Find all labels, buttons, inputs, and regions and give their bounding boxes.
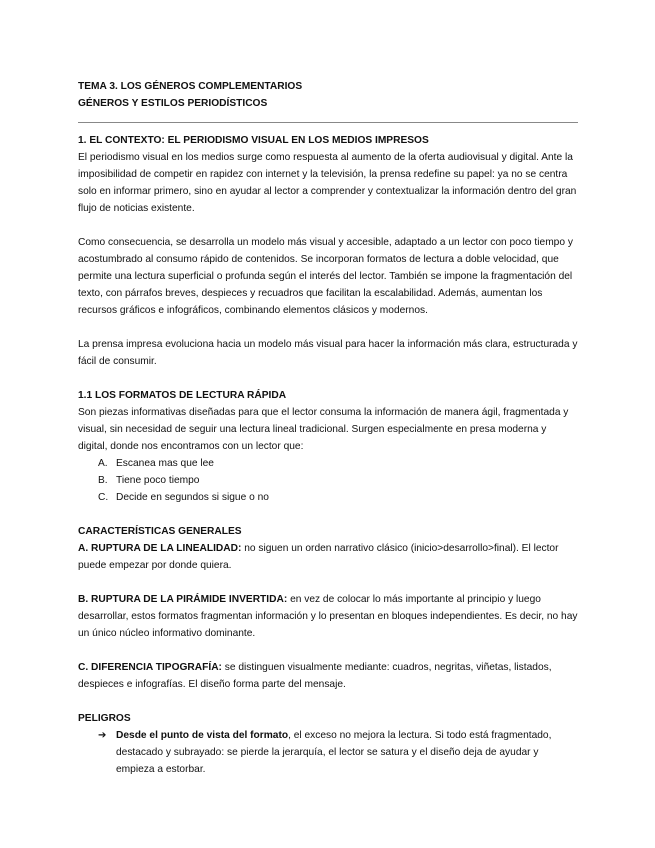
title-line-1: TEMA 3. LOS GÉNEROS COMPLEMENTARIOS: [78, 81, 303, 92]
dangers-heading: PELIGROS: [78, 713, 131, 724]
danger-item: [78, 727, 578, 778]
feature-c-text: se distinguen visualmente mediante: cuadros, negritas, viñetas, listados, despieces e infografías. El diseño forma parte del mensaje.: [78, 662, 552, 690]
arrow-icon: ➔: [98, 730, 107, 741]
section-1-paragraph-3: La prensa impresa evoluciona hacia un modelo más visual para hacer la información más clara, estructurada y fácil de consumir.: [78, 339, 578, 367]
title-line-2: GÉNEROS Y ESTILOS PERIODÍSTICOS: [78, 98, 268, 109]
section-1-paragraph-1: El periodismo visual en los medios surge como respuesta al aumento de la oferta audiovisual y digital. Ante la imposibilidad de competir en rapidez con internet y la televisión, la prensa redefine su papel: ya no se centra solo en informar primero, sino en ayudar al lector a comprender y contextualizar la información dentro del gran flujo de noticias existente.: [78, 152, 577, 214]
features-heading: CARACTERÍSTICAS GENERALES: [78, 526, 242, 537]
feature-c: [78, 659, 578, 693]
section-1-1-paragraph: Son piezas informativas diseñadas para que el lector consuma la información de manera ágil, fragmentada y visual, sin necesidad de seguir una lectura lineal tradicional. Surgen especialmente en presa moderna y digital, donde nos encontramos con un lector que:: [78, 407, 569, 452]
list-marker: B.: [98, 475, 108, 486]
document-title: [78, 78, 578, 112]
feature-b-label: B. RUPTURA DE LA PIRÁMIDE INVERTIDA:: [78, 594, 288, 605]
list-item-text: Decide en segundos si sigue o no: [116, 492, 269, 503]
list-item-text: Tiene poco tiempo: [116, 475, 200, 486]
feature-a-text: no siguen un orden narrativo clásico (inicio>desarrollo>final). El lector puede empezar por donde quiera.: [78, 543, 559, 571]
list-item: [78, 489, 578, 506]
list-item: [78, 455, 578, 472]
section-1-heading: 1. EL CONTEXTO: EL PERIODISMO VISUAL EN LOS MEDIOS IMPRESOS: [78, 135, 429, 146]
feature-a: [78, 540, 578, 574]
feature-b-text: en vez de colocar lo más importante al principio y luego desarrollar, estos formatos fragmentan información y lo presentan en bloques independientes. Es decir, no hay un único núcleo informativo dominante.: [78, 594, 578, 639]
list-item: [78, 472, 578, 489]
section-1-paragraph-2: Como consecuencia, se desarrolla un modelo más visual y accesible, adaptado a un lector con poco tiempo y acostumbrado al consumo rápido de contenidos. Se incorporan formatos de lectura a doble velocidad, que permite una lectura superficial o profunda según el interés del lector. También se impone la fragmentación del texto, con párrafos breves, despieces y recuadros que facilitan la escalabilidad. Además, aumentan los recursos gráficos e infográficos, combinando elementos clásicos y modernos.: [78, 237, 573, 316]
feature-b: [78, 591, 578, 642]
section-1-1-heading: 1.1 LOS FORMATOS DE LECTURA RÁPIDA: [78, 390, 287, 401]
list-item-text: Escanea mas que lee: [116, 458, 214, 469]
feature-c-label: C. DIFERENCIA TIPOGRAFÍA:: [78, 662, 222, 673]
danger-item-text: , el exceso no mejora la lectura. Si todo está fragmentado, destacado y subrayado: se pierde la jerarquía, el lector se satura y el diseño deja de ayudar y empieza a estorbar.: [116, 730, 552, 775]
document-page: [78, 78, 578, 778]
horizontal-rule: [78, 122, 578, 123]
feature-a-label: A. RUPTURA DE LA LINEALIDAD:: [78, 543, 242, 554]
list-marker: A.: [98, 458, 108, 469]
list-marker: C.: [98, 492, 109, 503]
danger-item-label: Desde el punto de vista del formato: [116, 730, 289, 741]
reader-list: [78, 455, 578, 506]
